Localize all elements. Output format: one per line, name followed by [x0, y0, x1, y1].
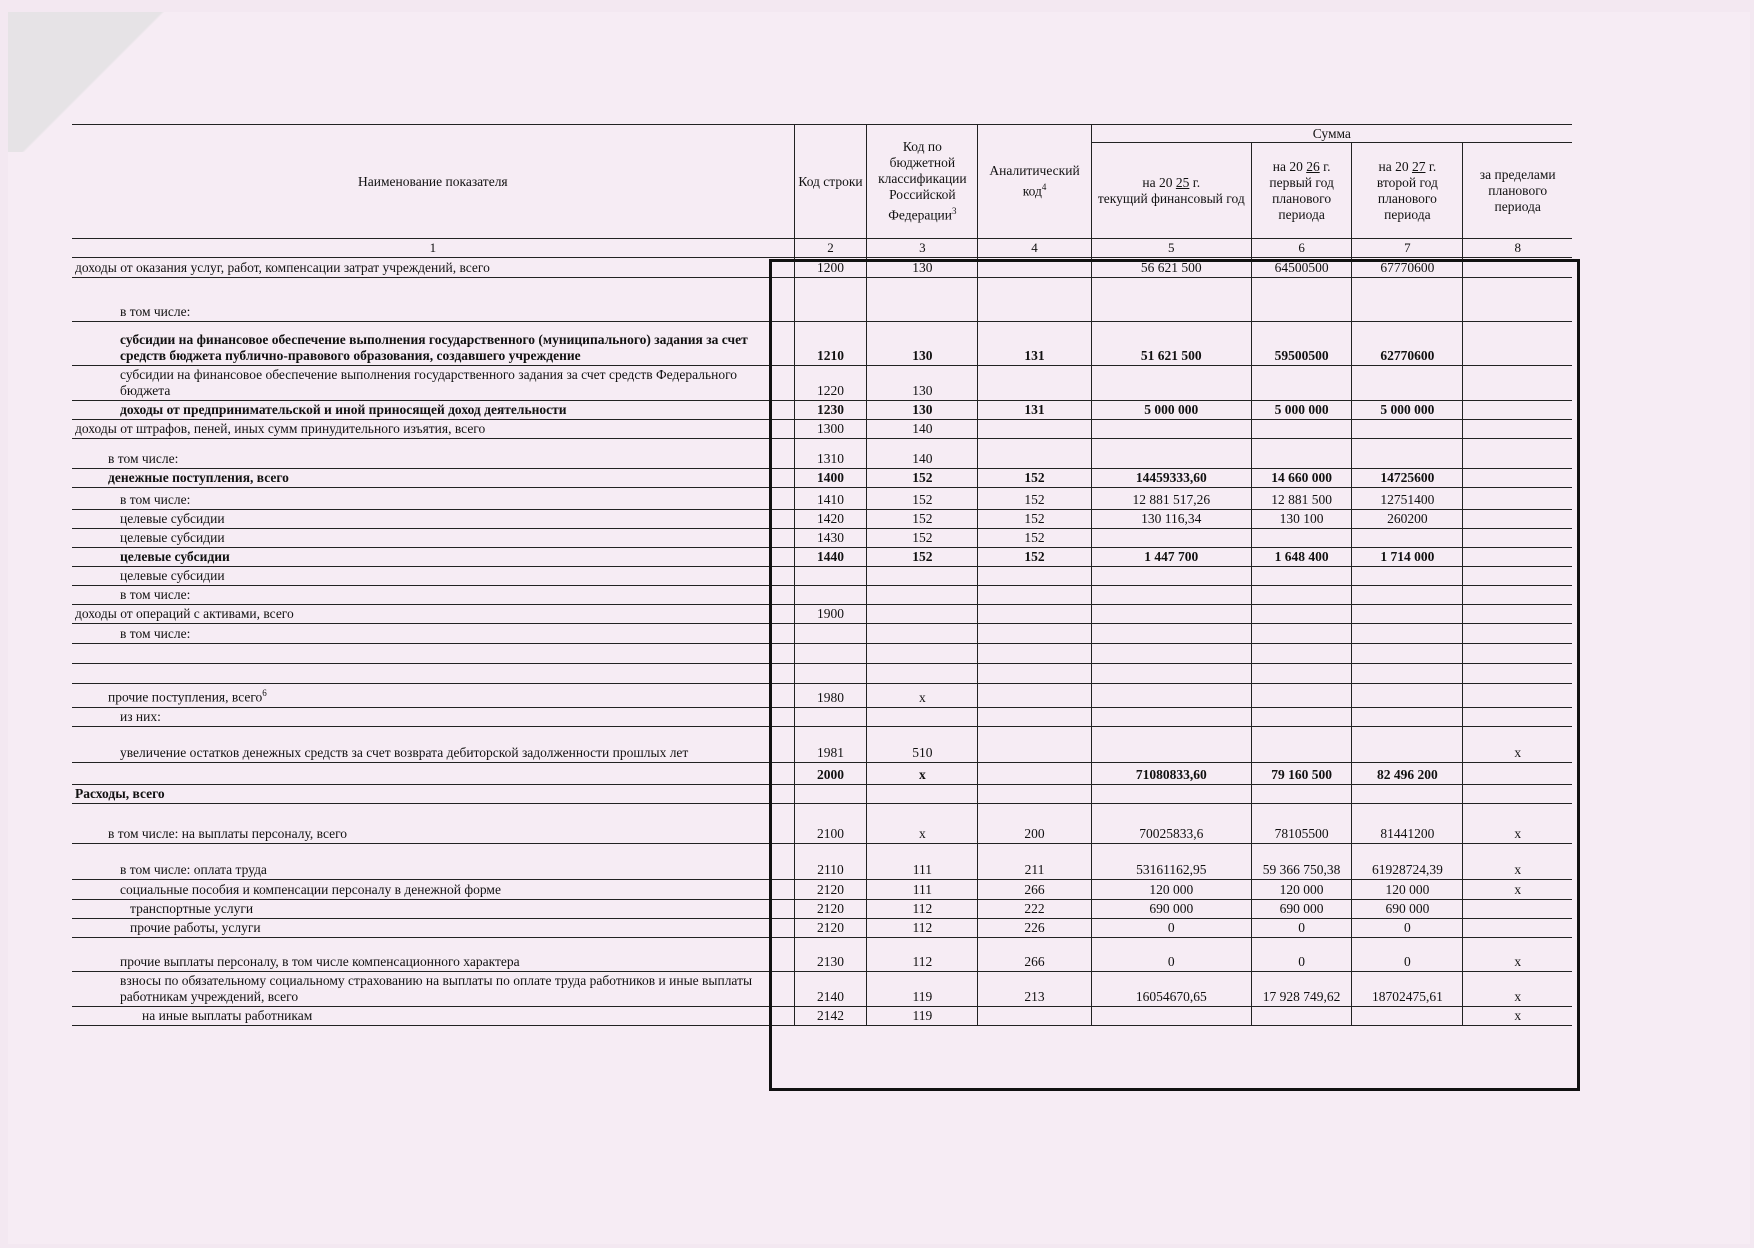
table-row	[72, 784, 1572, 803]
analytic-cell: 152	[978, 469, 1091, 488]
amount-beyond-cell	[1463, 762, 1572, 784]
amount-y1-cell: 120 000	[1091, 879, 1251, 899]
table-row	[72, 548, 1572, 567]
name-cell: субсидии на финансовое обеспечение выполнения государственного (муниципального) задания за счет средств бюджета публично-правового образования, создавшего учреждение	[72, 322, 794, 366]
analytic-cell: 266	[978, 937, 1091, 971]
amount-beyond-cell	[1463, 548, 1572, 567]
code-cell: 2000	[794, 762, 867, 784]
code-cell: 1430	[794, 529, 867, 548]
amount-beyond-cell	[1463, 707, 1572, 726]
name-cell	[72, 664, 794, 684]
table-row	[72, 278, 1572, 322]
header-year-1: на 20 25 г. текущий финансовый год	[1091, 143, 1251, 239]
amount-beyond-cell	[1463, 899, 1572, 918]
amount-y3-cell: 67770600	[1352, 258, 1463, 278]
amount-y2-cell	[1251, 420, 1351, 439]
amount-y2-cell	[1251, 726, 1351, 762]
code-cell	[794, 644, 867, 664]
col-num: 2	[794, 239, 867, 258]
name-cell	[72, 644, 794, 664]
name-cell: в том числе:	[72, 624, 794, 644]
analytic-cell	[978, 366, 1091, 401]
amount-y3-cell	[1352, 420, 1463, 439]
amount-y1-cell: 51 621 500	[1091, 322, 1251, 366]
amount-y1-cell	[1091, 420, 1251, 439]
header-code: Код строки	[794, 125, 867, 239]
table-row	[72, 401, 1572, 420]
name-cell: в том числе:	[72, 439, 794, 469]
table-row	[72, 918, 1572, 937]
name-cell: социальные пособия и компенсации персоналу в денежной форме	[72, 879, 794, 899]
bcc-cell: 130	[867, 401, 978, 420]
amount-y3-cell	[1352, 784, 1463, 803]
amount-beyond-cell	[1463, 605, 1572, 624]
amount-y1-cell: 14459333,60	[1091, 469, 1251, 488]
amount-y2-cell: 64500500	[1251, 258, 1351, 278]
name-cell: субсидии на финансовое обеспечение выполнения государственного задания за счет средств Федерального бюджета	[72, 366, 794, 401]
analytic-cell: 222	[978, 899, 1091, 918]
bcc-cell	[867, 624, 978, 644]
amount-y3-cell	[1352, 644, 1463, 664]
code-cell: 2142	[794, 1006, 867, 1025]
analytic-cell: 152	[978, 548, 1091, 567]
amount-y3-cell: 690 000	[1352, 899, 1463, 918]
table-row	[72, 762, 1572, 784]
amount-y1-cell	[1091, 684, 1251, 708]
amount-y2-cell: 690 000	[1251, 899, 1351, 918]
amount-y3-cell: 0	[1352, 918, 1463, 937]
analytic-cell: 200	[978, 803, 1091, 843]
code-cell: 1230	[794, 401, 867, 420]
code-cell: 2120	[794, 879, 867, 899]
amount-y2-cell	[1251, 664, 1351, 684]
amount-y2-cell: 0	[1251, 918, 1351, 937]
bcc-cell	[867, 605, 978, 624]
name-cell: взносы по обязательному социальному страхованию на выплаты по оплате труда работников и иные выплаты работникам учреждений, всего	[72, 971, 794, 1006]
code-cell	[794, 567, 867, 586]
amount-y2-cell	[1251, 1006, 1351, 1025]
amount-beyond-cell	[1463, 488, 1572, 510]
code-cell	[794, 624, 867, 644]
analytic-cell: 211	[978, 843, 1091, 879]
bcc-cell: 510	[867, 726, 978, 762]
amount-y1-cell: 56 621 500	[1091, 258, 1251, 278]
table-row	[72, 605, 1572, 624]
amount-y1-cell: 690 000	[1091, 899, 1251, 918]
name-cell: доходы от операций с активами, всего	[72, 605, 794, 624]
table-row	[72, 971, 1572, 1006]
analytic-cell: 266	[978, 879, 1091, 899]
bcc-cell: 130	[867, 366, 978, 401]
table-row	[72, 567, 1572, 586]
amount-beyond-cell	[1463, 586, 1572, 605]
amount-y1-cell	[1091, 586, 1251, 605]
amount-y2-cell: 14 660 000	[1251, 469, 1351, 488]
bcc-cell: 140	[867, 420, 978, 439]
amount-beyond-cell: x	[1463, 843, 1572, 879]
amount-y3-cell	[1352, 278, 1463, 322]
amount-y2-cell: 59500500	[1251, 322, 1351, 366]
amount-beyond-cell	[1463, 664, 1572, 684]
bcc-cell: 112	[867, 899, 978, 918]
table-row	[72, 439, 1572, 469]
amount-y3-cell: 1 714 000	[1352, 548, 1463, 567]
amount-y3-cell	[1352, 1006, 1463, 1025]
code-cell: 1310	[794, 439, 867, 469]
analytic-cell	[978, 726, 1091, 762]
bcc-cell	[867, 664, 978, 684]
col-num: 5	[1091, 239, 1251, 258]
table-row	[72, 510, 1572, 529]
bcc-cell	[867, 278, 978, 322]
analytic-cell	[978, 707, 1091, 726]
code-cell: 1420	[794, 510, 867, 529]
amount-beyond-cell	[1463, 784, 1572, 803]
amount-beyond-cell	[1463, 439, 1572, 469]
amount-y3-cell: 12751400	[1352, 488, 1463, 510]
amount-beyond-cell: x	[1463, 1006, 1572, 1025]
bcc-cell: 112	[867, 918, 978, 937]
amount-y2-cell	[1251, 366, 1351, 401]
code-cell: 2120	[794, 918, 867, 937]
amount-y3-cell	[1352, 605, 1463, 624]
bcc-cell	[867, 644, 978, 664]
table-row	[72, 624, 1572, 644]
table-row	[72, 684, 1572, 708]
amount-beyond-cell	[1463, 366, 1572, 401]
amount-y3-cell: 0	[1352, 937, 1463, 971]
amount-y2-cell	[1251, 567, 1351, 586]
amount-y1-cell	[1091, 529, 1251, 548]
analytic-cell: 226	[978, 918, 1091, 937]
analytic-cell: 152	[978, 510, 1091, 529]
amount-y3-cell	[1352, 586, 1463, 605]
name-cell	[72, 762, 794, 784]
analytic-cell	[978, 1006, 1091, 1025]
code-cell: 1220	[794, 366, 867, 401]
code-cell: 2110	[794, 843, 867, 879]
analytic-cell: 213	[978, 971, 1091, 1006]
amount-y1-cell	[1091, 1006, 1251, 1025]
amount-beyond-cell: x	[1463, 726, 1572, 762]
amount-y3-cell: 5 000 000	[1352, 401, 1463, 420]
name-cell: увеличение остатков денежных средств за счет возврата дебиторской задолженности прошлых лет	[72, 726, 794, 762]
header-sum: Сумма	[1091, 125, 1572, 143]
amount-y1-cell	[1091, 278, 1251, 322]
amount-y2-cell	[1251, 624, 1351, 644]
code-cell: 1980	[794, 684, 867, 708]
name-cell: денежные поступления, всего	[72, 469, 794, 488]
amount-y3-cell: 82 496 200	[1352, 762, 1463, 784]
name-cell: в том числе:	[72, 586, 794, 605]
analytic-cell	[978, 567, 1091, 586]
amount-y2-cell	[1251, 644, 1351, 664]
analytic-cell	[978, 258, 1091, 278]
bcc-cell: 152	[867, 529, 978, 548]
table-row	[72, 803, 1572, 843]
amount-beyond-cell	[1463, 258, 1572, 278]
code-cell: 1400	[794, 469, 867, 488]
amount-y3-cell	[1352, 624, 1463, 644]
amount-y2-cell: 0	[1251, 937, 1351, 971]
header-bcc: Код по бюджетной классификации Российской Федерации$^3$	[867, 125, 978, 239]
name-cell: целевые субсидии	[72, 567, 794, 586]
col-num: 3	[867, 239, 978, 258]
amount-y2-cell: 130 100	[1251, 510, 1351, 529]
amount-y1-cell: 0	[1091, 937, 1251, 971]
code-cell: 2140	[794, 971, 867, 1006]
bcc-cell: 130	[867, 322, 978, 366]
header-name: Наименование показателя	[72, 125, 794, 239]
analytic-cell: 131	[978, 401, 1091, 420]
name-cell: прочие работы, услуги	[72, 918, 794, 937]
code-cell: 1300	[794, 420, 867, 439]
amount-y2-cell: 78105500	[1251, 803, 1351, 843]
amount-y1-cell	[1091, 664, 1251, 684]
bcc-cell	[867, 707, 978, 726]
amount-y2-cell: 12 881 500	[1251, 488, 1351, 510]
amount-y3-cell: 14725600	[1352, 469, 1463, 488]
amount-y1-cell	[1091, 439, 1251, 469]
amount-y1-cell: 0	[1091, 918, 1251, 937]
amount-y3-cell	[1352, 726, 1463, 762]
code-cell: 1200	[794, 258, 867, 278]
bcc-cell: 119	[867, 971, 978, 1006]
bcc-cell: 152	[867, 469, 978, 488]
table-row	[72, 644, 1572, 664]
table-row	[72, 469, 1572, 488]
amount-y3-cell	[1352, 439, 1463, 469]
bcc-cell	[867, 784, 978, 803]
code-cell: 2130	[794, 937, 867, 971]
analytic-cell	[978, 644, 1091, 664]
plan-table	[72, 124, 1572, 1026]
col-num: 6	[1251, 239, 1351, 258]
amount-y2-cell: 79 160 500	[1251, 762, 1351, 784]
amount-y3-cell: 62770600	[1352, 322, 1463, 366]
table-row	[72, 420, 1572, 439]
table-row	[72, 322, 1572, 366]
amount-beyond-cell: x	[1463, 803, 1572, 843]
amount-y1-cell: 1 447 700	[1091, 548, 1251, 567]
code-cell	[794, 278, 867, 322]
analytic-cell	[978, 664, 1091, 684]
bcc-cell: 119	[867, 1006, 978, 1025]
amount-y1-cell: 53161162,95	[1091, 843, 1251, 879]
header-year-3: на 20 27 г. второй год планового периода	[1352, 143, 1463, 239]
analytic-cell	[978, 420, 1091, 439]
table-row	[72, 937, 1572, 971]
analytic-cell	[978, 624, 1091, 644]
name-cell: в том числе:	[72, 278, 794, 322]
analytic-cell	[978, 762, 1091, 784]
amount-beyond-cell	[1463, 420, 1572, 439]
amount-y1-cell	[1091, 366, 1251, 401]
bcc-cell: 152	[867, 548, 978, 567]
table-row	[72, 529, 1572, 548]
analytic-cell: 152	[978, 529, 1091, 548]
table-row	[72, 843, 1572, 879]
name-cell: на иные выплаты работникам	[72, 1006, 794, 1025]
amount-beyond-cell: x	[1463, 937, 1572, 971]
name-cell: в том числе: оплата труда	[72, 843, 794, 879]
name-cell: доходы от штрафов, пеней, иных сумм принудительного изъятия, всего	[72, 420, 794, 439]
col-num: 8	[1463, 239, 1572, 258]
name-cell: целевые субсидии	[72, 510, 794, 529]
table-row	[72, 879, 1572, 899]
amount-y2-cell: 120 000	[1251, 879, 1351, 899]
table-row	[72, 1006, 1572, 1025]
bcc-cell: 152	[867, 488, 978, 510]
code-cell: 1210	[794, 322, 867, 366]
table-row	[72, 258, 1572, 278]
amount-beyond-cell	[1463, 469, 1572, 488]
amount-y3-cell	[1352, 366, 1463, 401]
bcc-cell: x	[867, 684, 978, 708]
amount-beyond-cell: x	[1463, 971, 1572, 1006]
amount-beyond-cell	[1463, 322, 1572, 366]
amount-y1-cell: 71080833,60	[1091, 762, 1251, 784]
amount-beyond-cell: x	[1463, 879, 1572, 899]
amount-beyond-cell	[1463, 684, 1572, 708]
amount-beyond-cell	[1463, 918, 1572, 937]
code-cell: 1981	[794, 726, 867, 762]
analytic-cell	[978, 605, 1091, 624]
code-cell: 2100	[794, 803, 867, 843]
table-row	[72, 664, 1572, 684]
analytic-cell	[978, 586, 1091, 605]
amount-y1-cell	[1091, 567, 1251, 586]
amount-beyond-cell	[1463, 529, 1572, 548]
code-cell: 1440	[794, 548, 867, 567]
amount-y1-cell: 130 116,34	[1091, 510, 1251, 529]
amount-y3-cell	[1352, 567, 1463, 586]
analytic-cell	[978, 684, 1091, 708]
amount-y1-cell: 5 000 000	[1091, 401, 1251, 420]
amount-beyond-cell	[1463, 510, 1572, 529]
name-cell: целевые субсидии	[72, 548, 794, 567]
bcc-cell: 152	[867, 510, 978, 529]
code-cell	[794, 586, 867, 605]
code-cell	[794, 664, 867, 684]
table-row	[72, 366, 1572, 401]
col-num: 1	[72, 239, 794, 258]
bcc-cell: 112	[867, 937, 978, 971]
amount-y2-cell: 1 648 400	[1251, 548, 1351, 567]
analytic-cell: 152	[978, 488, 1091, 510]
amount-y2-cell	[1251, 278, 1351, 322]
amount-y2-cell	[1251, 684, 1351, 708]
table-row	[72, 726, 1572, 762]
table-row	[72, 899, 1572, 918]
table-row	[72, 488, 1572, 510]
amount-y2-cell	[1251, 586, 1351, 605]
table-row	[72, 707, 1572, 726]
amount-y2-cell	[1251, 707, 1351, 726]
name-cell: в том числе: на выплаты персоналу, всего	[72, 803, 794, 843]
name-cell: Расходы, всего	[72, 784, 794, 803]
amount-y3-cell	[1352, 529, 1463, 548]
amount-y2-cell: 59 366 750,38	[1251, 843, 1351, 879]
table-row	[72, 586, 1572, 605]
amount-beyond-cell	[1463, 624, 1572, 644]
name-cell: из них:	[72, 707, 794, 726]
bcc-cell: 111	[867, 843, 978, 879]
amount-y1-cell	[1091, 726, 1251, 762]
amount-y1-cell: 70025833,6	[1091, 803, 1251, 843]
analytic-cell: 131	[978, 322, 1091, 366]
amount-beyond-cell	[1463, 644, 1572, 664]
bcc-cell	[867, 586, 978, 605]
amount-y3-cell	[1352, 684, 1463, 708]
amount-y3-cell: 260200	[1352, 510, 1463, 529]
amount-y2-cell	[1251, 529, 1351, 548]
header-year-2: на 20 26 г. первый год планового периода	[1251, 143, 1351, 239]
bcc-cell: 140	[867, 439, 978, 469]
name-cell: транспортные услуги	[72, 899, 794, 918]
amount-y1-cell	[1091, 605, 1251, 624]
amount-y2-cell	[1251, 439, 1351, 469]
amount-y3-cell	[1352, 707, 1463, 726]
amount-beyond-cell	[1463, 567, 1572, 586]
document-sheet	[8, 12, 1750, 1244]
amount-y2-cell: 17 928 749,62	[1251, 971, 1351, 1006]
amount-y1-cell: 16054670,65	[1091, 971, 1251, 1006]
name-cell: доходы от оказания услуг, работ, компенсации затрат учреждений, всего	[72, 258, 794, 278]
amount-y2-cell: 5 000 000	[1251, 401, 1351, 420]
col-num: 7	[1352, 239, 1463, 258]
analytic-cell	[978, 784, 1091, 803]
code-cell	[794, 707, 867, 726]
amount-y1-cell	[1091, 707, 1251, 726]
amount-y1-cell	[1091, 784, 1251, 803]
amount-y1-cell	[1091, 644, 1251, 664]
bcc-cell: x	[867, 803, 978, 843]
amount-beyond-cell	[1463, 401, 1572, 420]
analytic-cell	[978, 278, 1091, 322]
analytic-cell	[978, 439, 1091, 469]
name-cell: доходы от предпринимательской и иной приносящей доход деятельности	[72, 401, 794, 420]
amount-y3-cell: 61928724,39	[1352, 843, 1463, 879]
name-cell: в том числе:	[72, 488, 794, 510]
amount-y1-cell	[1091, 624, 1251, 644]
amount-y1-cell: 12 881 517,26	[1091, 488, 1251, 510]
amount-y2-cell	[1251, 605, 1351, 624]
amount-y3-cell: 120 000	[1352, 879, 1463, 899]
amount-y3-cell: 81441200	[1352, 803, 1463, 843]
bcc-cell: x	[867, 762, 978, 784]
amount-y3-cell: 18702475,61	[1352, 971, 1463, 1006]
bcc-cell: 130	[867, 258, 978, 278]
bcc-cell	[867, 567, 978, 586]
name-cell: целевые субсидии	[72, 529, 794, 548]
header-beyond: за пределами планового периода	[1463, 143, 1572, 239]
code-cell: 2120	[794, 899, 867, 918]
col-num: 4	[978, 239, 1091, 258]
bcc-cell: 111	[867, 879, 978, 899]
header-analytic: Аналитический код$^4$	[978, 125, 1091, 239]
code-cell	[794, 784, 867, 803]
code-cell: 1410	[794, 488, 867, 510]
amount-beyond-cell	[1463, 278, 1572, 322]
code-cell: 1900	[794, 605, 867, 624]
amount-y3-cell	[1352, 664, 1463, 684]
name-cell: прочие поступления, всего$^6$	[72, 684, 794, 708]
name-cell: прочие выплаты персоналу, в том числе компенсационного характера	[72, 937, 794, 971]
amount-y2-cell	[1251, 784, 1351, 803]
